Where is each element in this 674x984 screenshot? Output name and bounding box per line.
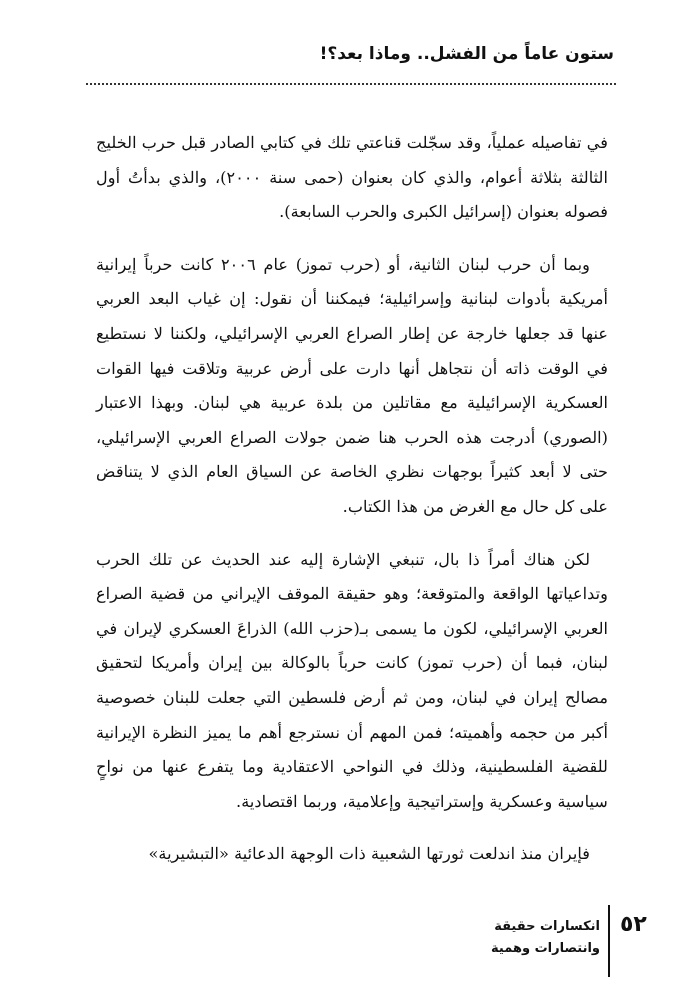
body-text: [96, 126, 608, 872]
paragraph-3: لكن هناك أمراً ذا بال، تنبغي الإشارة إليه عند الحديث عن تلك الحرب وتداعياتها الواقعة والمتوقعة؛ وهو حقيقة الموقف الإيراني من قضية الصراع العربي الإسرائيلي، لكون ما يسمى بـ(حزب الله) الذراعَ العسكري لإيران في لبنان، فبما أن (حرب تموز) كانت حرباً بالوكالة بين إيران وأمريكا لتحقيق مصالح إيران في لبنان، ومن ثم أرض فلسطين التي جعلت للبنان خصوصية أكبر من حجمه وأهميته؛ فمن المهم أن نسترجع أهم ما يميز النظرة الإيرانية للقضية الفلسطينية، وذلك في النواحي الاعتقادية وما يتفرع عنها من نواحٍ سياسية وعسكرية وإستراتيجية وإعلامية، وربما اقتصادية.: [96, 549, 608, 811]
paragraph-1: في تفاصيله عملياً، وقد سجّلت قناعتي تلك في كتابي الصادر قبل حرب الخليج الثالثة بثلاثة أعوام، والذي كان بعنوان (حمى سنة ٢٠٠٠)، والذي بدأتُ أول فصوله بعنوان (إسرائيل الكبرى والحرب السابعة).: [96, 133, 608, 222]
page-number: ٥٢: [620, 912, 647, 937]
running-header-title: ستون عاماً من الفشل.. وماذا بعد؟!: [319, 44, 614, 64]
footer-book-title-line-2: وانتصارات وهمية: [491, 941, 600, 956]
paragraph-2: وبما أن حرب لبنان الثانية، أو (حرب تموز) عام ٢٠٠٦ كانت حرباً إيرانية أمريكية بأدوات لبنانية وإسرائيلية؛ فيمكننا أن نقول: إن غياب البعد العربي عنها قد جعلها خارجة عن إطار الصراع العربي الإسرائيلي، ولكننا لا نستطيع في الوقت ذاته أن نتجاهل أنها دارت على أرض عربية وتلاقت فيها القوات العسكرية الإسرائيلية مع مقاتلين من بلدة عربية هي لبنان. وبهذا الاعتبار (الصوري) أدرجت هذه الحرب هنا ضمن جولات الصراع العربي الإسرائيلي، حتى لا أبعد كثيراً بوجهات نظري الخاصة عن السياق العام الذي لا يتناقض على كل حال مع الغرض من هذا الكتاب.: [96, 254, 608, 516]
footer-book-title-line-1: انكسارات حقيقة: [494, 919, 600, 934]
paragraph-4: فإيران منذ اندلعت ثورتها الشعبية ذات الوجهة الدعائية «التبشيرية»: [148, 844, 590, 864]
footer-book-title: [491, 916, 600, 960]
footer-vertical-rule: [608, 905, 610, 977]
header-dotted-rule: [86, 83, 616, 85]
